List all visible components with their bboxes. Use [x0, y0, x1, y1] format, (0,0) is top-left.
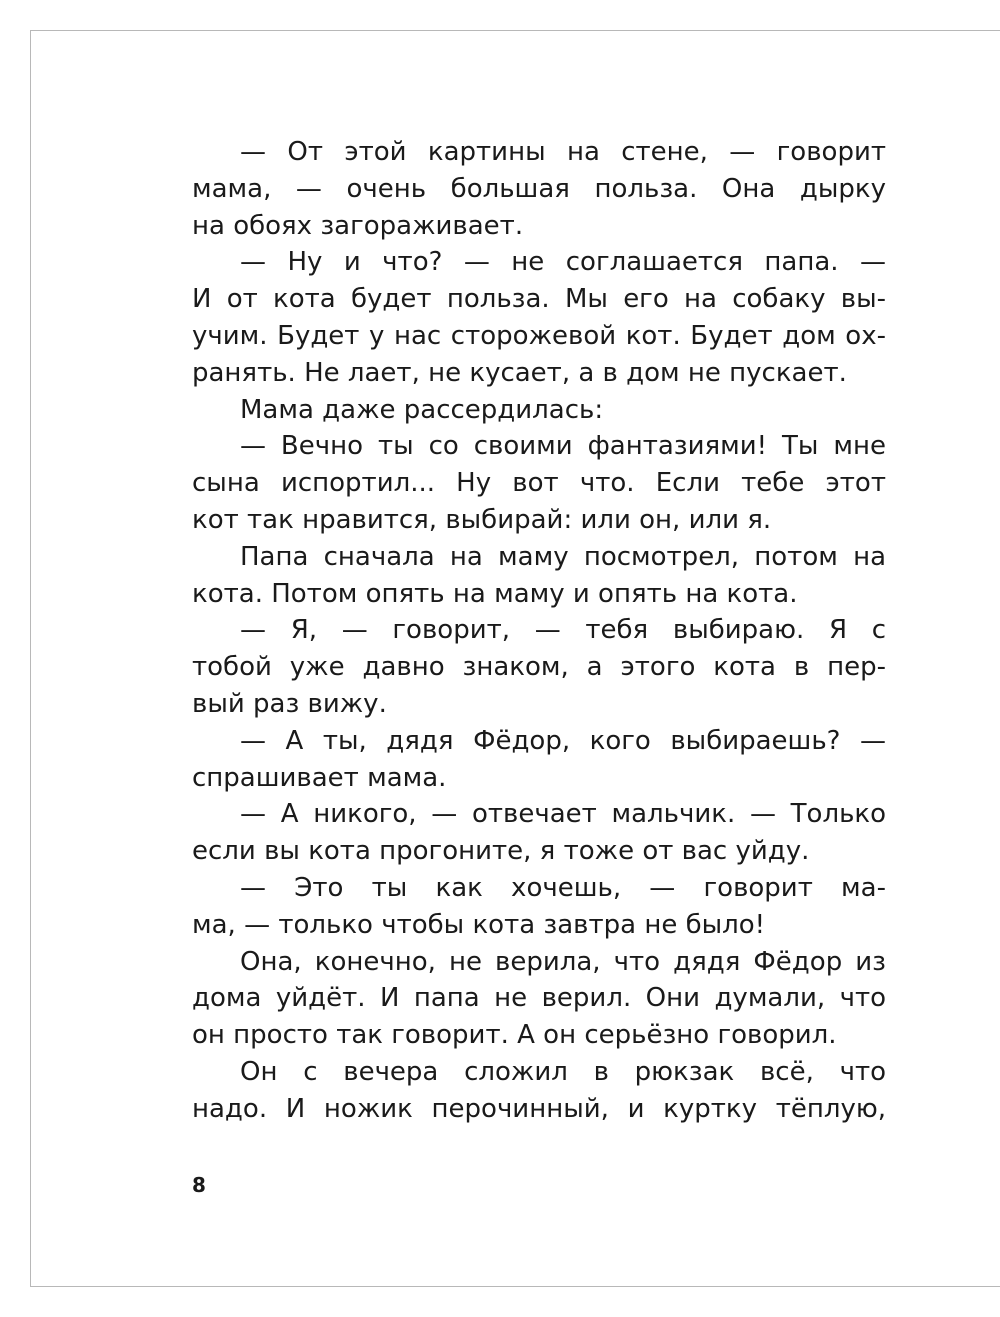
text-line: тобой уже давно знаком, а этого кота в пер- — [192, 652, 886, 683]
text-line: вый раз вижу. — [192, 688, 387, 719]
text-line: — Вечно ты со своими фантазиями! Ты мне — [240, 431, 886, 462]
text-line: дома уйдёт. И папа не верил. Они думали, что — [192, 983, 886, 1014]
text-line: спрашивает мама. — [192, 762, 447, 793]
text-line: кота. Потом опять на маму и опять на кота. — [192, 578, 798, 609]
text-line: — А никого, — отвечает мальчик. — Только — [240, 799, 886, 830]
text-line: если вы кота прогоните, я тоже от вас уйду. — [192, 836, 810, 867]
text-line: сына испортил... Ну вот что. Если тебе этот — [192, 468, 886, 499]
text-line: надо. И ножик перочинный, и куртку тёплую, — [192, 1093, 886, 1124]
text-line: — От этой картины на стене, — говорит — [240, 137, 886, 167]
text-line: — Ну и что? — не соглашается папа. — — [240, 247, 886, 278]
text-line: — А ты, дядя Фёдор, кого выбираешь? — — [240, 725, 886, 756]
text-line: Она, конечно, не верила, что дядя Фёдор из — [240, 946, 886, 977]
page-number: 8 — [192, 1173, 206, 1197]
text-line: ранять. Не лает, не кусает, а в дом не пускает. — [192, 357, 847, 388]
text-line: он просто так говорит. А он серьёзно говорил. — [192, 1020, 837, 1051]
text-line: Папа сначала на маму посмотрел, потом на — [240, 541, 886, 572]
text-line: — Я, — говорит, — тебя выбираю. Я с — [240, 615, 886, 646]
text-line: Он с вечера сложил в рюкзак всё, что — [240, 1056, 886, 1087]
text-line: ма, — только чтобы кота завтра не было! — [192, 909, 766, 940]
text-line: на обоях загораживает. — [192, 210, 524, 241]
text-line: И от кота будет польза. Мы его на собаку вы- — [192, 284, 886, 315]
body-text — [192, 134, 886, 1128]
text-line: Мама даже рассердилась: — [240, 394, 604, 425]
text-line: мама, — очень большая польза. Она дырку — [192, 173, 886, 204]
text-line: учим. Будет у нас сторожевой кот. Будет дом ох- — [192, 320, 886, 351]
text-line: кот так нравится, выбирай: или он, или я. — [192, 504, 772, 535]
text-line: — Это ты как хочешь, — говорит ма- — [240, 872, 886, 903]
